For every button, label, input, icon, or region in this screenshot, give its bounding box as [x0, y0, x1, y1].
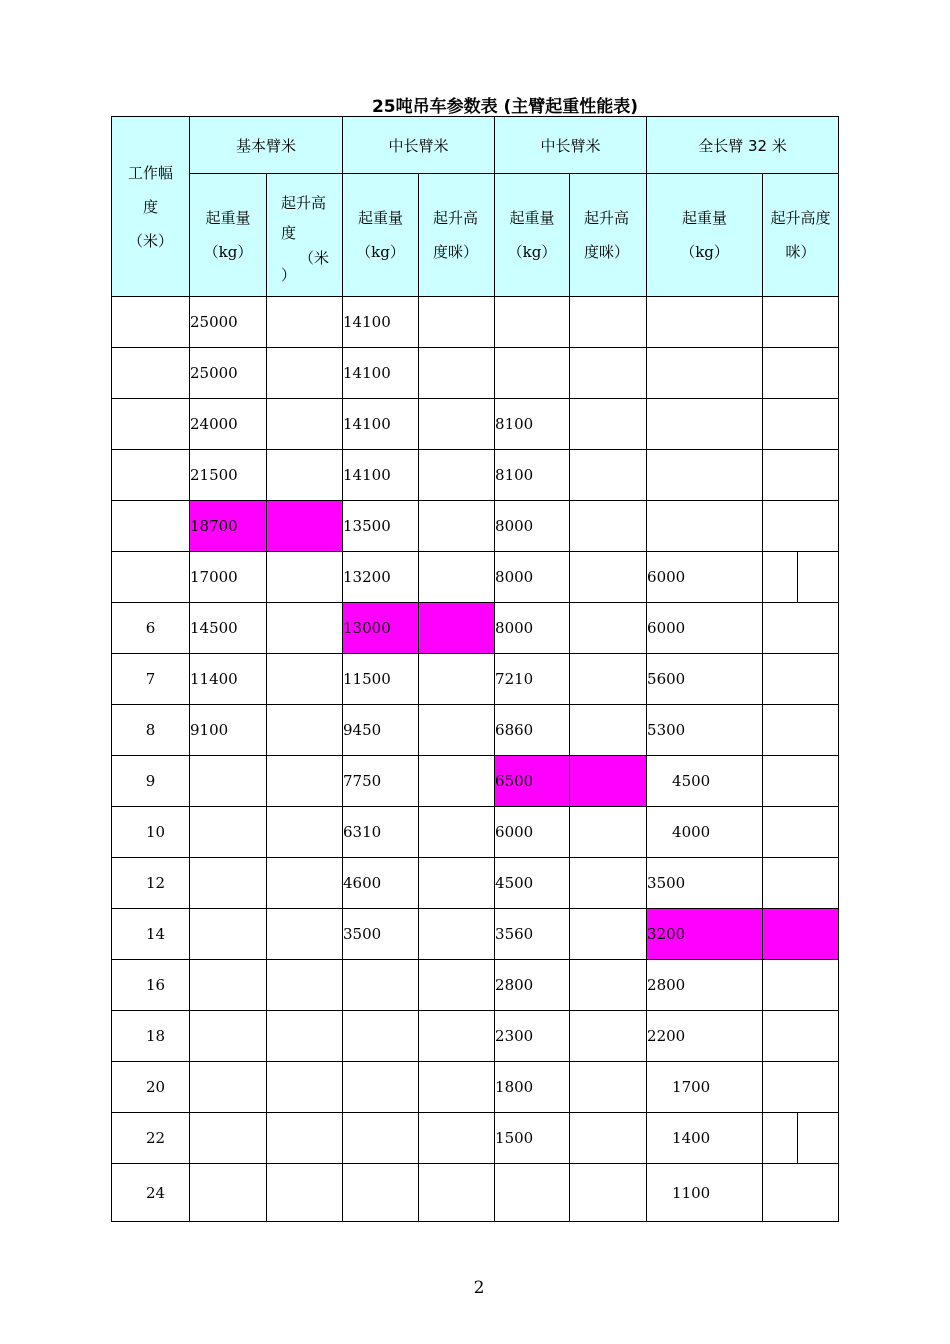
table-cell — [570, 705, 647, 756]
table-cell — [570, 909, 647, 960]
table-cell — [763, 1011, 839, 1062]
table-cell — [267, 501, 343, 552]
table-cell: 4600 — [343, 858, 419, 909]
header-row-sub — [112, 174, 839, 297]
table-row — [112, 1164, 839, 1222]
table-cell: 3200 — [647, 909, 763, 960]
table-cell — [267, 705, 343, 756]
table-cell — [267, 1113, 343, 1164]
table-cell — [763, 297, 839, 348]
table-cell — [570, 1164, 647, 1222]
mid-boom-header-1: 中长臂米 — [343, 117, 495, 174]
table-cell — [570, 858, 647, 909]
table-row — [112, 348, 839, 399]
table-row — [112, 603, 839, 654]
table-cell — [763, 654, 839, 705]
table-cell — [647, 501, 763, 552]
table-cell: 8100 — [495, 399, 570, 450]
table-cell — [419, 297, 495, 348]
page-title: 25吨吊车参数表 (主臂起重性能表) — [371, 97, 639, 117]
radius-cell: 20 — [112, 1062, 190, 1113]
table-cell — [570, 1113, 647, 1164]
table-cell — [495, 297, 570, 348]
table-cell — [570, 399, 647, 450]
table-cell — [570, 1011, 647, 1062]
table-row — [112, 807, 839, 858]
radius-cell — [112, 348, 190, 399]
table-cell: 8100 — [495, 450, 570, 501]
table-cell — [419, 960, 495, 1011]
table-cell: 4500 — [647, 756, 763, 807]
table-cell — [570, 1062, 647, 1113]
table-row — [112, 501, 839, 552]
table-cell: 11400 — [190, 654, 267, 705]
g1-load-header: 起重量 （kg） — [190, 174, 267, 297]
table-cell: 1500 — [495, 1113, 570, 1164]
table-cell — [570, 297, 647, 348]
g2-load-header: 起重量 （kg） — [343, 174, 419, 297]
table-row — [112, 705, 839, 756]
table-cell — [419, 909, 495, 960]
table-cell — [570, 348, 647, 399]
table-cell — [267, 654, 343, 705]
table-cell — [419, 552, 495, 603]
table-row — [112, 756, 839, 807]
table-cell — [419, 756, 495, 807]
table-cell — [267, 552, 343, 603]
table-cell — [647, 297, 763, 348]
table-cell: 13000 — [343, 603, 419, 654]
table-cell: 4000 — [647, 807, 763, 858]
table-cell — [267, 297, 343, 348]
table-cell — [267, 756, 343, 807]
radius-cell: 22 — [112, 1113, 190, 1164]
table-cell — [570, 960, 647, 1011]
table-cell — [763, 450, 839, 501]
radius-cell: 6 — [112, 603, 190, 654]
header-row-groups — [112, 117, 839, 174]
table-row — [112, 1011, 839, 1062]
table-cell — [267, 858, 343, 909]
table-cell — [763, 1062, 839, 1113]
table-cell — [343, 960, 419, 1011]
table-cell: 6860 — [495, 705, 570, 756]
radius-cell: 16 — [112, 960, 190, 1011]
table-cell — [190, 858, 267, 909]
table-cell: 6000 — [495, 807, 570, 858]
table-cell: 1100 — [647, 1164, 763, 1222]
table-cell: 7210 — [495, 654, 570, 705]
table-cell: 3500 — [647, 858, 763, 909]
table-cell — [190, 1062, 267, 1113]
radius-cell: 9 — [112, 756, 190, 807]
table-cell — [495, 348, 570, 399]
table-cell: 25000 — [190, 297, 267, 348]
table-row — [112, 960, 839, 1011]
table-cell: 8000 — [495, 552, 570, 603]
radius-cell — [112, 399, 190, 450]
table-cell: 3500 — [343, 909, 419, 960]
table-cell — [419, 1011, 495, 1062]
table-cell — [763, 501, 839, 552]
table-cell — [190, 1164, 267, 1222]
radius-cell: 8 — [112, 705, 190, 756]
table-cell: 18700 — [190, 501, 267, 552]
table-cell — [267, 909, 343, 960]
table-row — [112, 858, 839, 909]
table-cell — [570, 552, 647, 603]
table-cell — [267, 399, 343, 450]
table-cell — [267, 603, 343, 654]
table-body — [112, 297, 839, 1222]
table-row — [112, 654, 839, 705]
table-cell: 4500 — [495, 858, 570, 909]
table-cell: 14100 — [343, 399, 419, 450]
table-cell: 2800 — [647, 960, 763, 1011]
table-row — [112, 450, 839, 501]
table-cell: 6500 — [495, 756, 570, 807]
split-cell-part — [763, 1113, 798, 1163]
table-cell: 25000 — [190, 348, 267, 399]
radius-cell: 10 — [112, 807, 190, 858]
table-cell — [267, 348, 343, 399]
split-cell-part — [763, 552, 798, 602]
table-cell — [763, 705, 839, 756]
table-cell: 14100 — [343, 348, 419, 399]
crane-performance-table — [111, 116, 839, 1222]
g1-height-header: 起升高 度 （米 ） — [267, 174, 343, 297]
table-cell: 11500 — [343, 654, 419, 705]
table-cell: 8000 — [495, 501, 570, 552]
table-cell — [763, 756, 839, 807]
table-cell: 6310 — [343, 807, 419, 858]
table-cell — [267, 807, 343, 858]
table-cell — [419, 348, 495, 399]
table-cell — [763, 1164, 839, 1222]
table-cell: 7750 — [343, 756, 419, 807]
table-cell: 9100 — [190, 705, 267, 756]
table-cell — [343, 1062, 419, 1113]
table-row — [112, 297, 839, 348]
table-row — [112, 1113, 839, 1164]
full-boom-header: 全长臂 32 米 — [647, 117, 839, 174]
table-cell — [267, 1062, 343, 1113]
radius-cell: 18 — [112, 1011, 190, 1062]
g2-height-header: 起升高 度咪） — [419, 174, 495, 297]
table-cell — [419, 858, 495, 909]
table-cell — [419, 603, 495, 654]
g4-load-header: 起重量 （kg） — [647, 174, 763, 297]
table-cell: 14500 — [190, 603, 267, 654]
table-cell: 1700 — [647, 1062, 763, 1113]
table-cell — [763, 552, 839, 603]
g3-height-header: 起升高 度咪） — [570, 174, 647, 297]
radius-cell — [112, 501, 190, 552]
table-cell: 1800 — [495, 1062, 570, 1113]
radius-cell — [112, 297, 190, 348]
table-cell — [647, 348, 763, 399]
table-cell: 1400 — [647, 1113, 763, 1164]
radius-cell — [112, 552, 190, 603]
table-cell — [419, 654, 495, 705]
table-cell — [190, 960, 267, 1011]
table-cell: 2200 — [647, 1011, 763, 1062]
table-row — [112, 399, 839, 450]
table-cell — [763, 960, 839, 1011]
table-cell — [419, 807, 495, 858]
table-cell — [419, 1164, 495, 1222]
radius-cell: 24 — [112, 1164, 190, 1222]
table-cell — [190, 1113, 267, 1164]
table-cell — [267, 1164, 343, 1222]
radius-cell: 14 — [112, 909, 190, 960]
table-cell — [190, 756, 267, 807]
table-cell — [267, 960, 343, 1011]
table-cell: 6000 — [647, 552, 763, 603]
table-cell: 5600 — [647, 654, 763, 705]
radius-cell — [112, 450, 190, 501]
table-cell — [763, 1113, 839, 1164]
radius-cell: 7 — [112, 654, 190, 705]
table-cell — [190, 909, 267, 960]
page-number: 2 — [473, 1278, 485, 1298]
table-cell — [570, 654, 647, 705]
table-cell: 21500 — [190, 450, 267, 501]
table-cell — [495, 1164, 570, 1222]
table-cell — [763, 399, 839, 450]
table-cell — [570, 501, 647, 552]
table-cell: 2300 — [495, 1011, 570, 1062]
table-row — [112, 1062, 839, 1113]
table-cell: 13200 — [343, 552, 419, 603]
table-cell — [647, 399, 763, 450]
table-cell — [419, 705, 495, 756]
table-cell — [419, 450, 495, 501]
table-cell — [763, 909, 839, 960]
table-cell — [763, 348, 839, 399]
table-cell: 6000 — [647, 603, 763, 654]
g3-load-header: 起重量 （kg） — [495, 174, 570, 297]
table-cell: 2800 — [495, 960, 570, 1011]
table-cell — [343, 1113, 419, 1164]
table-cell — [190, 1011, 267, 1062]
table-cell — [343, 1011, 419, 1062]
table-cell: 8000 — [495, 603, 570, 654]
working-radius-header: 工作幅 度 （米） — [112, 117, 190, 297]
table-cell: 9450 — [343, 705, 419, 756]
table-cell: 24000 — [190, 399, 267, 450]
table-cell — [419, 399, 495, 450]
table-cell — [419, 501, 495, 552]
table-row — [112, 909, 839, 960]
table-cell — [763, 807, 839, 858]
table-cell — [343, 1164, 419, 1222]
table-cell: 14100 — [343, 297, 419, 348]
table-cell — [763, 603, 839, 654]
table-cell — [570, 450, 647, 501]
table-cell — [419, 1062, 495, 1113]
basic-boom-header: 基本臂米 — [190, 117, 343, 174]
table-cell: 3560 — [495, 909, 570, 960]
table-cell: 13500 — [343, 501, 419, 552]
table-cell: 14100 — [343, 450, 419, 501]
g4-height-header: 起升高度 咪） — [763, 174, 839, 297]
table-cell — [570, 807, 647, 858]
table-cell — [570, 756, 647, 807]
mid-boom-header-2: 中长臂米 — [495, 117, 647, 174]
table-cell — [419, 1113, 495, 1164]
table-cell — [267, 1011, 343, 1062]
table-cell: 17000 — [190, 552, 267, 603]
table-cell — [763, 858, 839, 909]
table-cell — [647, 450, 763, 501]
table-cell — [267, 450, 343, 501]
table-cell — [190, 807, 267, 858]
table-cell — [570, 603, 647, 654]
table-cell: 5300 — [647, 705, 763, 756]
radius-cell: 12 — [112, 858, 190, 909]
table-row — [112, 552, 839, 603]
